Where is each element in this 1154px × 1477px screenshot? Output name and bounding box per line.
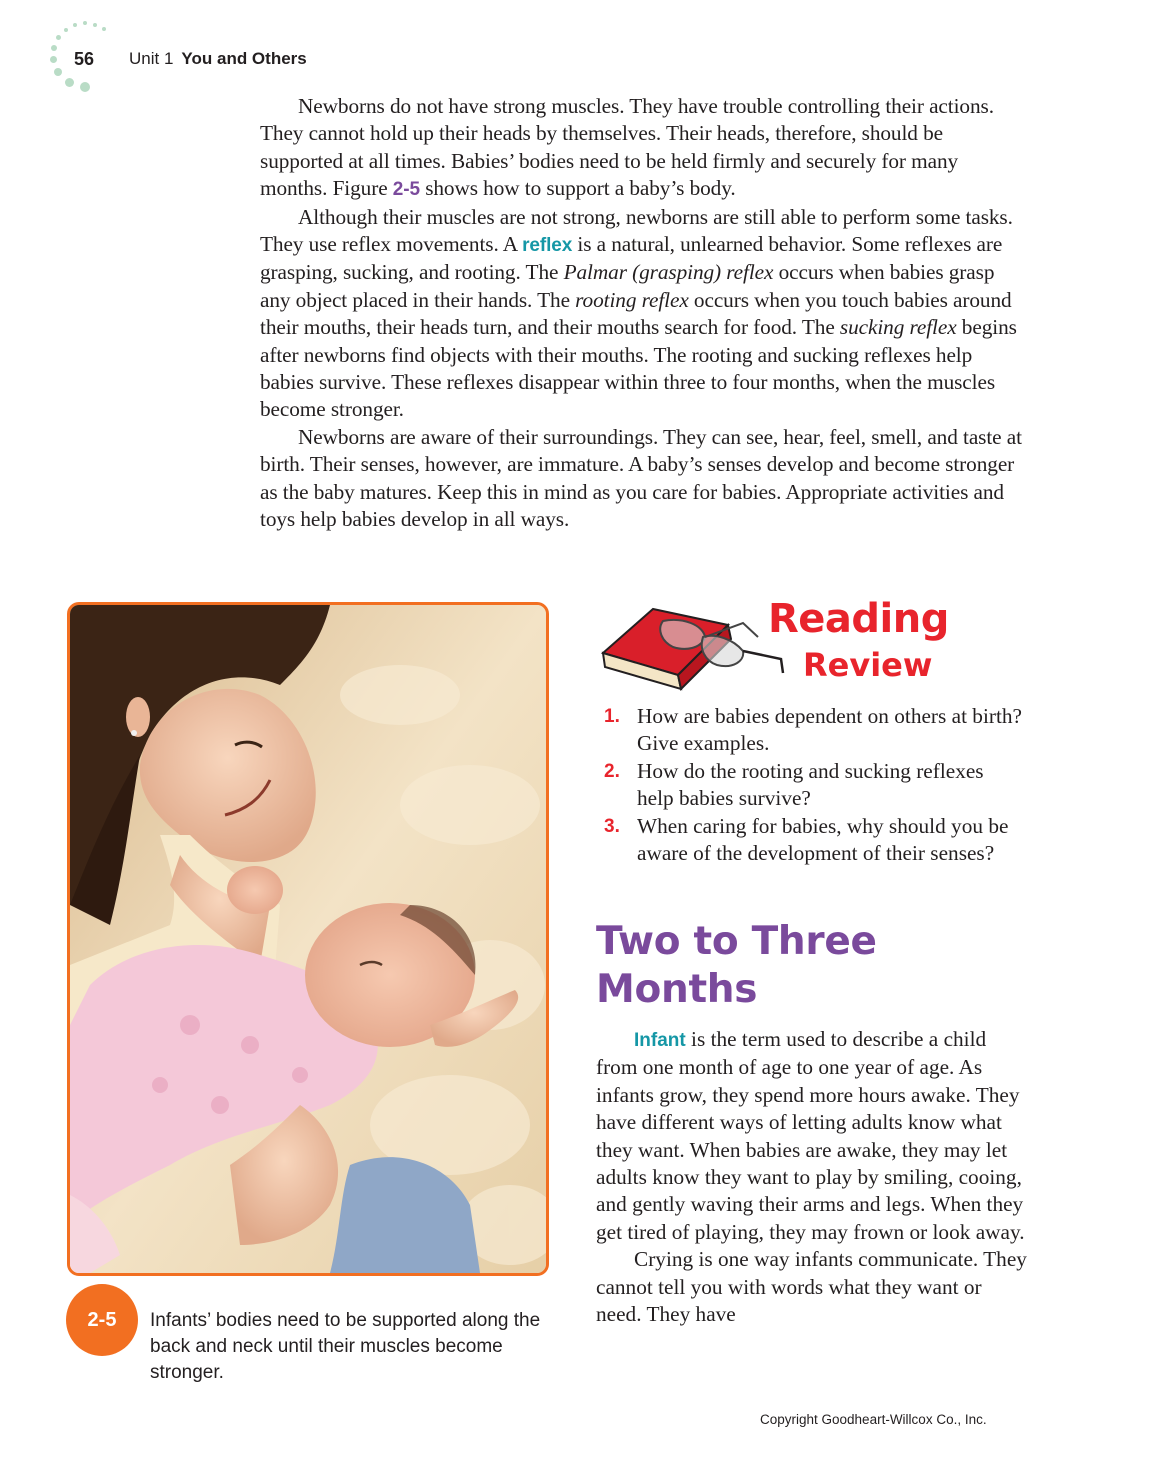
page-number: 56 (74, 49, 95, 69)
review-question (604, 758, 1024, 813)
paragraph: Newborns are aware of their surroundings. They can see, hear, feel, smell, and taste at birth. Their senses, however, are immature. A baby’s senses develop and become stronger as the baby matures. Keep this in mind as you care for babies. Appropriate activities and toys help babies develop in all ways. (260, 424, 1022, 532)
paragraph: Crying is one way infants communicate. They cannot tell you with words what they want or need. They have (596, 1247, 1027, 1327)
figure-photo (67, 602, 549, 1276)
review-question (604, 813, 1024, 868)
section-heading: Two to Three Months (596, 919, 877, 1012)
question-number: 3. (604, 815, 620, 837)
review-question (604, 703, 1024, 758)
main-body-text (260, 93, 1022, 534)
question-text: When caring for babies, why should you be aware of the development of their senses? (637, 813, 1009, 866)
mother-holding-baby-illustration (70, 605, 546, 1273)
copyright-notice: Copyright Goodheart-Willcox Co., Inc. (760, 1412, 987, 1427)
paragraph: Infant is the term used to describe a child from one month of age to one year of age. As infants grow, they spend more hours awake. They have different ways of letting adults know what they want. When babies are awake, they may let adults know they want to play by smiling, cooing, and gently waving their arms and legs. When they get tired of playing, they may frown or look away. (596, 1027, 1025, 1244)
question-text: How do the rooting and sucking reflexes help babies survive? (637, 758, 984, 811)
italic-term: Palmar (grasping) reflex (563, 260, 774, 285)
italic-term: rooting reflex (575, 287, 689, 312)
unit-label: Unit 1 (129, 49, 174, 68)
figure-reference: 2-5 (392, 179, 420, 201)
key-term: reflex (522, 235, 573, 257)
question-number: 1. (604, 706, 620, 727)
review-questions (604, 703, 1024, 867)
figure-caption: Infants’ bodies need to be supported along the back and neck until their muscles become stronger. (150, 1310, 541, 1383)
book-with-glasses-icon (593, 603, 793, 693)
paragraph: Newborns do not have strong muscles. They have trouble controlling their actions. They cannot hold up their heads by themselves. Their heads, therefore, should be supported at all times. Babies’ bodies need to be held firmly and securely for many months. Figure 2-5 shows how to support a baby’s body. (260, 94, 994, 201)
paragraph: Although their muscles are not strong, newborns are still able to perform some tasks. They use reflex movements. A reflex is a natural, unlearned behavior. Some reflexes are grasping, sucking, and rooting. The Palmar (grasping) reflex occurs when babies grasp any object placed in their hands. The rooting reflex occurs when you touch babies around their mouths, their heads turn, and their mouths search for food. The sucking reflex begins after newborns find objects with their mouths. The rooting and sucking reflexes help babies survive. These reflexes disappear within three to four months, when the muscles become stronger. (260, 204, 1017, 422)
reading-review-subtitle: Review (803, 646, 933, 684)
figure-number-badge: 2-5 (66, 1284, 138, 1356)
italic-term: sucking reflex (839, 315, 957, 340)
reading-review-title: Reading (768, 596, 949, 642)
unit-title: You and Others (181, 49, 307, 68)
question-text: How are babies dependent on others at birth? Give examples. (637, 704, 1022, 756)
question-number: 2. (604, 760, 620, 782)
running-header (129, 49, 307, 69)
key-term: Infant (634, 1030, 686, 1051)
section-body-text (596, 1026, 1028, 1328)
